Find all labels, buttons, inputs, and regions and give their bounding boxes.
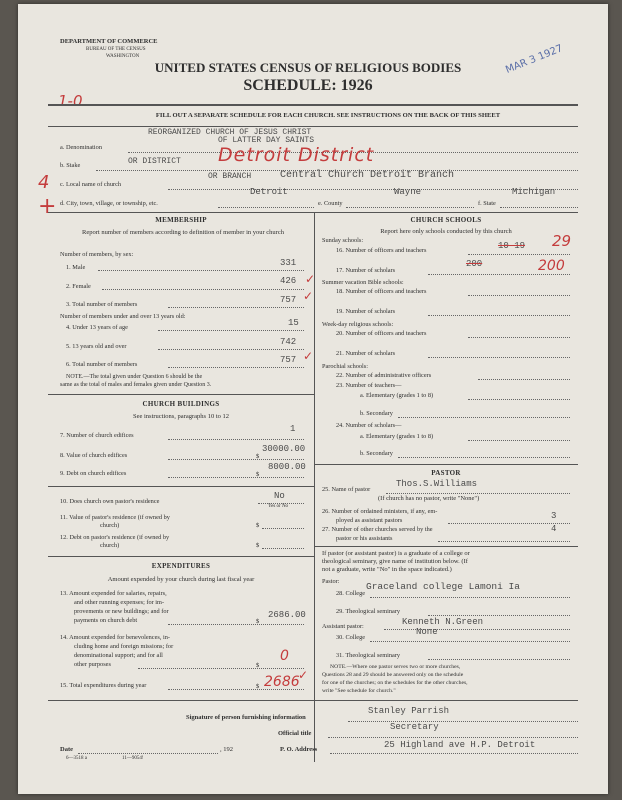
- official-title-value: Secretary: [390, 722, 439, 732]
- local-typed: OR BRANCH: [208, 172, 252, 181]
- q23-label: 23. Number of teachers—: [336, 382, 402, 389]
- county-value: Wayne: [394, 187, 422, 197]
- pastor-note-2: Questions 28 and 29 should be answered only on the schedule: [322, 672, 464, 678]
- q5-label: 5. 13 years old and over: [66, 343, 127, 350]
- q16-handwritten: 29: [552, 232, 572, 250]
- signature-label: Signature of person furnishing information: [186, 714, 306, 721]
- q24b-label: b. Secondary: [360, 450, 393, 457]
- expenditures-sub: Amount expended by your church during last fiscal year: [107, 576, 255, 583]
- q17-label: 17. Number of scholars: [336, 267, 396, 274]
- department-label: DEPARTMENT OF COMMERCE: [60, 38, 158, 45]
- margin-code-mark: 1-0: [58, 92, 83, 110]
- membership-heading: MEMBERSHIP: [155, 216, 207, 224]
- pastor-heading: PASTOR: [431, 469, 461, 477]
- q28-value: Graceland college Lamoni Ia: [366, 581, 520, 592]
- margin-mark: 4: [38, 172, 50, 193]
- q30-label: 30. College: [336, 634, 366, 641]
- q4-value: 15: [288, 318, 299, 328]
- membership-note-2: same as the total of males and females given under Question 3.: [60, 382, 212, 388]
- q14-label-c: denominational support; and for all: [74, 652, 163, 659]
- q12-label-b: church): [100, 542, 120, 549]
- q24-label: 24. Number of scholars—: [336, 422, 402, 429]
- margin-cross: +: [38, 194, 57, 219]
- q11-label-a: 11. Value of pastor's residence (if owned by: [60, 514, 170, 521]
- q13-label-b: and other running expenses; for im-: [74, 599, 165, 606]
- age-header: Number of members under and over 13 years old:: [60, 313, 186, 320]
- schools-heading: CHURCH SCHOOLS: [410, 216, 482, 224]
- q25-note: (If church has no pastor, write "None"): [378, 495, 480, 502]
- q27-value: 4: [551, 524, 557, 534]
- q15-value: 2686: [264, 674, 300, 690]
- local-name-value: Central Church Detroit Branch: [280, 170, 455, 181]
- form-subtitle: SCHEDULE: 1926: [243, 77, 373, 94]
- graduate-note-2: theological seminary, give name of institution below. (If: [322, 558, 468, 565]
- signature-value: Stanley Parrish: [368, 706, 450, 716]
- q2-value: 426: [280, 276, 297, 286]
- q1-value: 331: [280, 258, 297, 268]
- q10-label: 10. Does church own pastor's residence: [60, 498, 160, 505]
- q13-label-d: payments on church debt: [74, 617, 138, 624]
- city-label: d. City, town, village, or township, etc.: [60, 200, 158, 207]
- q31-label: 31. Theological seminary: [336, 652, 401, 659]
- instruction-line: FILL OUT A SEPARATE SCHEDULE FOR EACH CHURCH. SEE INSTRUCTIONS ON THE BACK OF THIS SHEET: [155, 112, 501, 119]
- po-address-label: P. O. Address: [280, 746, 318, 753]
- expenditures-heading: EXPENDITURES: [151, 562, 211, 570]
- city-value: Detroit: [250, 187, 288, 197]
- form-code-2: 11—9054!: [122, 756, 144, 761]
- q6-value: 757: [280, 355, 297, 365]
- graduate-note-1: If pastor (or assistant pastor) is a graduate of a college or: [322, 550, 470, 557]
- q3-label: 3. Total number of members: [66, 301, 138, 308]
- state-label: f. State: [478, 200, 496, 207]
- q13-label-c: provements or new buildings; and for: [74, 608, 169, 615]
- pastor-note-3: for one of the churches; on the schedules for the other churches,: [322, 680, 468, 686]
- county-label: e. County: [318, 200, 343, 207]
- q5-value: 742: [280, 337, 297, 347]
- q15-label: 15. Total expenditures during year: [60, 682, 147, 689]
- q20-label: 20. Number of officers and teachers: [336, 330, 427, 337]
- pastor-sub-label: Pastor:: [322, 578, 340, 585]
- q12-label-a: 12. Debt on pastor's residence (if owned by: [60, 534, 170, 541]
- denomination-line1: REORGANIZED CHURCH OF JESUS CHRIST: [148, 128, 312, 137]
- q8-label: 8. Value of church edifices: [60, 452, 128, 459]
- city-label: WASHINGTON: [106, 54, 140, 59]
- stake-typed: OR DISTRICT: [128, 157, 181, 166]
- sunday-label: Sunday schools:: [322, 237, 364, 244]
- pastor-note-4: write "See schedule for church.": [322, 688, 396, 694]
- q14-label-a: 14. Amount expended for benevolences, in-: [60, 634, 170, 641]
- local-name-label: c. Local name of church: [60, 181, 122, 188]
- date-label: Date: [60, 746, 73, 753]
- instruction-rule: [48, 126, 578, 127]
- bureau-label: BUREAU OF THE CENSUS: [86, 47, 146, 52]
- parochial-label: Parochial schools:: [322, 363, 368, 370]
- by-sex-label: Number of members, by sex:: [60, 251, 134, 258]
- q1-label: 1. Male: [66, 264, 86, 271]
- column-divider: [314, 212, 315, 762]
- q8-value: 30000.00: [262, 444, 306, 454]
- census-schedule-sheet: DEPARTMENT OF COMMERCE BUREAU OF THE CENSUS WASHINGTON UNITED STATES CENSUS OF RELIGIOUS BODIES SCHEDULE: 1926 1-0 MAR 3 1927 FILL OUT A SEPARATE SCHEDULE FOR EACH CHURCH. SEE INSTRUCTIONS ON THE BACK OF THIS SHEET REORGANIZED CHURCH OF JESUS CHRIST a. Denomination OF LATTER DAY SAINTS b. Stake OR DISTRICT Detroit District OR BRANCH Central Church Detroit Branch c. Local name of church Detroit Wayne Michigan d. City, town, village, or township, etc. e. County f. State 4 + MEMBERSHIP Report number of members according to definition of member in your church Number of members, by sex: 1. Male 331 2. Female 426 ✓ 3. Total number of members 757 ✓ Number of members under and over 13 years old: 4. Under 13 years of age 15 5. 13 years old and over 742 6. Total number of members 757 ✓ NOTE.—The total given under Question 6 should be the same as the total of males and females given under Question 3. CHURCH BUILDINGS See instructions, paragraphs 10 to 12 7. Number of church edifices 1 8. Value of church edifices $ 30000.00 9. Debt on church edifices $ 8000.00 10. Does church own pastor's residence No Yes or No 11. Value of pastor's residence (if owned by church) $ 12. Debt on pastor's residence (if owned by church) $ EXPENDITURES Amount expended by your church during last fiscal year 13. Amount expended for salaries, repairs, and other running expenses; for im- provements or new buildings; and for payments on church debt $ 2686.00 14. Amount expended for benevolences, in- cluding home and foreign missions; for denominational support; and for all other purposes $ 0 15. Total expenditures during year $ 2686 ✓ CHURCH SCHOOLS Report here only schools conducted by this church Sunday schools: 16. Number of officers and teachers 10 19 29 17. Number of scholars 200 200 Summer vacation Bible schools: 18. Number of officers and teachers 19. Number of scholars Week-day religious schools: 20. Number of officers and teachers 21. Number of scholars Parochial schools: 22. Number of administrative officers 23. Number of teachers— a. Elementary (grades 1 to 8) b. Secondary 24. Number of scholars— a. Elementary (grades 1 to 8) b. Secondary PASTOR 25. Name of pastor Thos.S.Williams (If church has no pastor, write "None") 26. Number of ordained ministers, if any, em- ployed as assistant pastors 3 27. Number of other churches served by the pastor or his assistants 4 If pastor (or assistant pastor) is a graduate of a college or theological seminary, give name of institution below. (If not a graduate, write "No" in the space indicated.) Pastor: 28. College Graceland college Lamoni Ia 29. Theological seminary Assistant pastor: Kenneth N.Green 30. College None 31. Theological seminary NOTE.—Where one pastor serves two or more churches, Questions 28 and 29 should be answered only on the schedule for one of the churches; on the schedules for the other churches, write "See schedule for church." Signature of person furnishing information Stanley Parrish Official title Secretary Date , 192 P. O. Address 25 Highland ave H.P. Detroit 6—3518 a 11—9054!: [18, 4, 608, 794]
- q27-label-b: pastor or his assistants: [336, 535, 393, 542]
- q6-label: 6. Total number of members: [66, 361, 138, 368]
- q28-label: 28. College: [336, 590, 366, 597]
- q17-handwritten: 200: [538, 258, 565, 274]
- assistant-pastor-value: Kenneth N.Green: [402, 617, 484, 627]
- q10-value: No: [274, 491, 285, 501]
- q24a-label: a. Elementary (grades 1 to 8): [360, 433, 434, 440]
- q11-label-b: church): [100, 522, 120, 529]
- form-code-1: 6—3518 a: [66, 756, 87, 761]
- date-year: , 192: [220, 746, 233, 753]
- buildings-sub: See instructions, paragraphs 10 to 12: [132, 413, 230, 420]
- q14-value: 0: [280, 648, 289, 664]
- q16-label: 16. Number of officers and teachers: [336, 247, 427, 254]
- q16-typed: 10 19: [498, 241, 526, 251]
- po-address-value: 25 Highland ave H.P. Detroit: [384, 740, 536, 750]
- q13-label-a: 13. Amount expended for salaries, repairs,: [60, 590, 167, 597]
- q3-value: 757: [280, 295, 297, 305]
- membership-intro: Report number of members according to definition of member in your church: [82, 229, 284, 236]
- q29-label: 29. Theological seminary: [336, 608, 401, 615]
- q25-label: 25. Name of pastor: [322, 486, 371, 493]
- q7-label: 7. Number of church edifices: [60, 432, 134, 439]
- q18-label: 18. Number of officers and teachers: [336, 288, 427, 295]
- buildings-heading: CHURCH BUILDINGS: [142, 400, 220, 408]
- membership-note-1: NOTE.—The total given under Question 6 should be the: [66, 374, 203, 380]
- q23a-label: a. Elementary (grades 1 to 8): [360, 392, 434, 399]
- denomination-label: a. Denomination: [60, 144, 102, 151]
- official-title-label: Official title: [278, 730, 312, 737]
- q22-label: 22. Number of administrative officers: [336, 372, 432, 379]
- q13-value: 2686.00: [268, 610, 306, 620]
- q25-value: Thos.S.Williams: [396, 479, 478, 489]
- q7-value: 1: [290, 424, 296, 434]
- graduate-note-3: not a graduate, write "No" in the space indicated.): [322, 566, 452, 573]
- stake-label: b. Stake: [60, 162, 81, 169]
- q14-label-b: cluding home and foreign missions; for: [74, 643, 174, 650]
- schools-sub: Report here only schools conducted by this church: [380, 228, 512, 235]
- q27-label-a: 27. Number of other churches served by the: [322, 526, 433, 533]
- section-rule-top: [48, 212, 578, 213]
- q17-typed: 200: [466, 259, 483, 269]
- q30-value: None: [416, 627, 438, 637]
- q2-label: 2. Female: [66, 283, 91, 290]
- pastor-note-1: NOTE.—Where one pastor serves two or more churches,: [330, 664, 461, 670]
- q26-label-a: 26. Number of ordained ministers, if any, em-: [322, 508, 438, 515]
- received-date-stamp: MAR 3 1927: [504, 43, 565, 76]
- q26-label-b: ployed as assistant pastors: [336, 517, 403, 524]
- q21-label: 21. Number of scholars: [336, 350, 396, 357]
- header-rule: [48, 104, 578, 106]
- state-value: Michigan: [512, 187, 556, 197]
- q14-label-d: other purposes: [74, 661, 111, 668]
- weekday-label: Week-day religious schools:: [322, 321, 394, 328]
- assistant-pastor-label: Assistant pastor:: [322, 623, 364, 630]
- q19-label: 19. Number of scholars: [336, 308, 396, 315]
- q9-value: 8000.00: [268, 462, 306, 472]
- q23b-label: b. Secondary: [360, 410, 393, 417]
- summer-label: Summer vacation Bible schools:: [322, 279, 404, 286]
- form-title: UNITED STATES CENSUS OF RELIGIOUS BODIES: [154, 60, 462, 75]
- yes-no-hint: Yes or No: [268, 504, 289, 509]
- stake-handwritten: Detroit District: [218, 144, 375, 166]
- q4-label: 4. Under 13 years of age: [66, 324, 128, 331]
- denomination-line2: OF LATTER DAY SAINTS: [218, 136, 315, 145]
- q9-label: 9. Debt on church edifices: [60, 470, 127, 477]
- q26-value: 3: [551, 511, 557, 521]
